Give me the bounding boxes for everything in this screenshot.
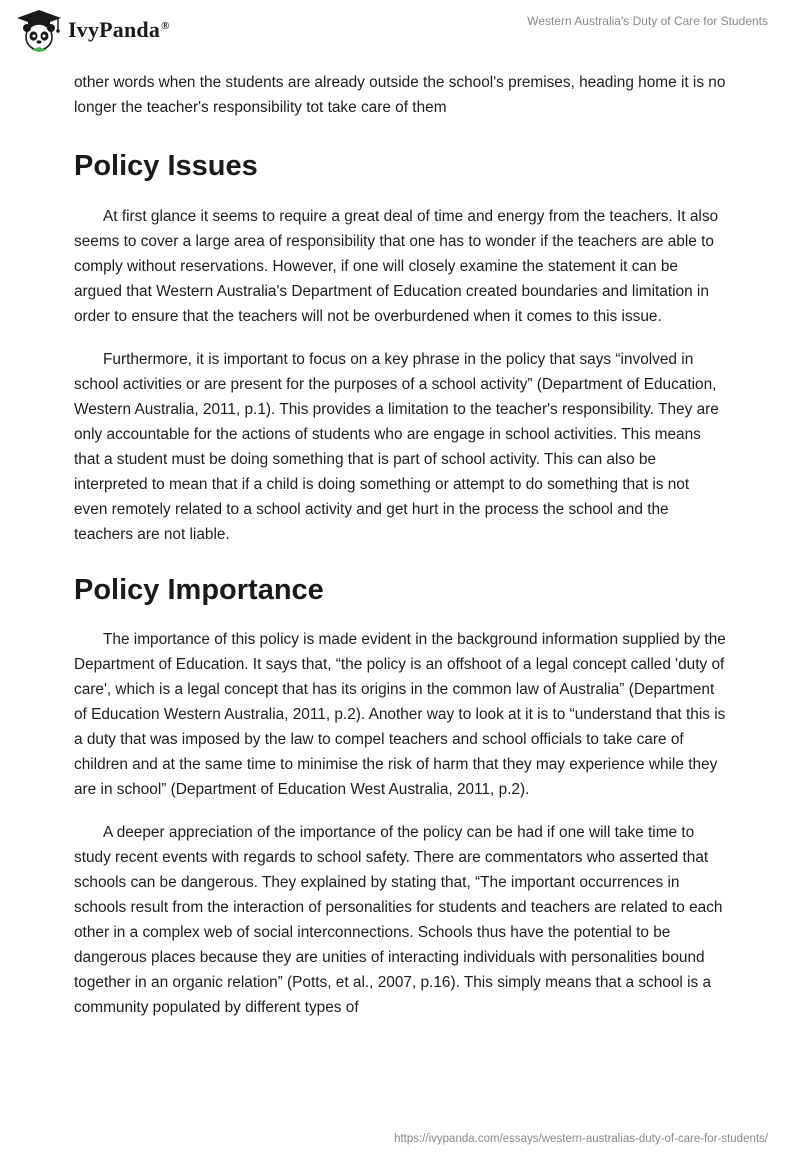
page-header [0, 0, 800, 60]
panda-graduate-icon [14, 8, 64, 52]
intro-continuation-paragraph: other words when the students are already outside the school's premises, heading home it is no longer the teacher's responsibility tot take care of them [74, 74, 726, 116]
section-heading-policy-importance: Policy Importance [74, 574, 324, 606]
policy-importance-paragraph-1: The importance of this policy is made evident in the background information supplied by the Department of Education. It says that, “the policy is an offshoot of a legal concept called 'duty of care', which is a legal concept that has its origins in the common law of Australia” (Department of Education Western Australia, 2011, p.2). Another way to look at it is to “understand that this is a duty that was imposed by the law to compel teachers and school officials to take care of children and at the same time to minimise the risk of harm that they may experience while they are in school” (Department of Education West Australia, 2011, p.2). [74, 631, 726, 798]
policy-importance-paragraph-2: A deeper appreciation of the importance of the policy can be had if one will take time to study recent events with regards to school safety. There are commentators who asserted that schools can be dangerous. They explained by stating that, “The important occurrences in schools result from the interaction of personalities for students and teachers are related to each other in a complex web of social interconnections. Schools thus have the potential to be dangerous places because they are unities of interacting individuals with personalities bound together in an organic relation” (Potts, et al., 2007, p.16). This simply means that a school is a community populated by different types of [74, 824, 723, 1016]
policy-issues-paragraph-1: At first glance it seems to require a great deal of time and energy from the teachers. It also seems to cover a large area of responsibility that one has to wonder if the teachers are able to comply without reservations. However, if one will closely examine the statement it can be argued that Western Australia's Department of Education created boundaries and limitation in order to ensure that the teachers will not be overburdened when it comes to this issue. [74, 208, 719, 325]
essay-body [74, 70, 726, 1020]
document-title: Western Australia's Duty of Care for Students [527, 14, 768, 28]
brand-name: IvyPanda® [68, 17, 170, 42]
source-url[interactable]: https://ivypanda.com/essays/western-australias-duty-of-care-for-students/ [394, 1133, 768, 1145]
section-heading-policy-issues: Policy Issues [74, 150, 258, 182]
brand-logo[interactable] [14, 8, 170, 52]
policy-issues-paragraph-2: Furthermore, it is important to focus on a key phrase in the policy that says “involved in school activities or are present for the purposes of a school activity” (Department of Education, Western Australia, 2011, p.1). This provides a limitation to the teacher's responsibility. They are only accountable for the actions of students who are engage in school activities. This means that a student must be doing something that is part of school activity. This can also be interpreted to mean that if a child is doing something or attempt to do something that is not even remotely related to a school activity and get hurt in the process the school and the teachers are not liable. [74, 351, 719, 543]
